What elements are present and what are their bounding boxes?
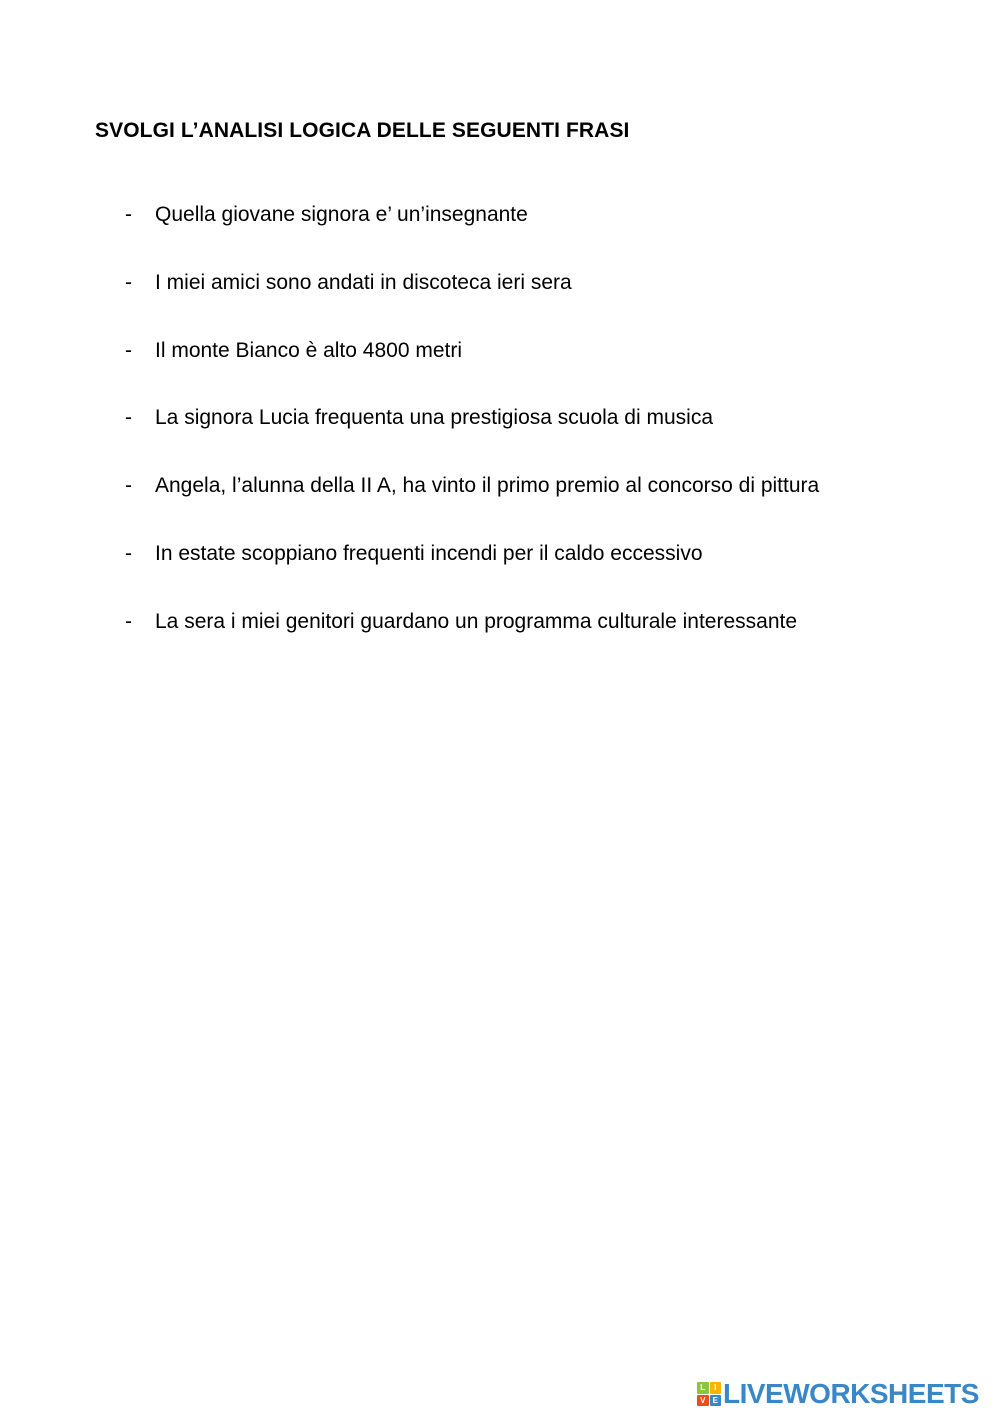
bullet-dash: - (125, 542, 132, 565)
bullet-dash: - (125, 203, 132, 226)
sentence-text: La signora Lucia frequenta una prestigiosa scuola di musica (155, 406, 714, 429)
sentence-text: Quella giovane signora e’ un’insegnante (155, 203, 528, 226)
sentence-text: La sera i miei genitori guardano un programma culturale interessante (155, 610, 798, 633)
liveworksheets-logo (697, 1378, 979, 1410)
logo-text: LIVEWORKSHEETS (723, 1378, 979, 1409)
sentence-text: Il monte Bianco è alto 4800 metri (155, 339, 463, 362)
logo-mark-icon (697, 1382, 721, 1406)
bullet-dash: - (125, 474, 132, 497)
bullet-dash: - (125, 610, 132, 633)
logo-mark-letter: L (697, 1382, 709, 1394)
logo-mark-letter: E (710, 1395, 722, 1407)
page-title: SVOLGI L’ANALISI LOGICA DELLE SEGUENTI FRASI (95, 119, 630, 142)
sentence-text: Angela, l’alunna della II A, ha vinto il primo premio al concorso di pittura (155, 474, 820, 497)
bullet-dash: - (125, 271, 132, 294)
logo-mark-letter: V (697, 1395, 709, 1407)
bullet-dash: - (125, 406, 132, 429)
bullet-dash: - (125, 339, 132, 362)
sentence-text: I miei amici sono andati in discoteca ieri sera (155, 271, 572, 294)
logo-mark-letter: I (710, 1382, 722, 1394)
sentence-text: In estate scoppiano frequenti incendi per il caldo eccessivo (155, 542, 703, 565)
